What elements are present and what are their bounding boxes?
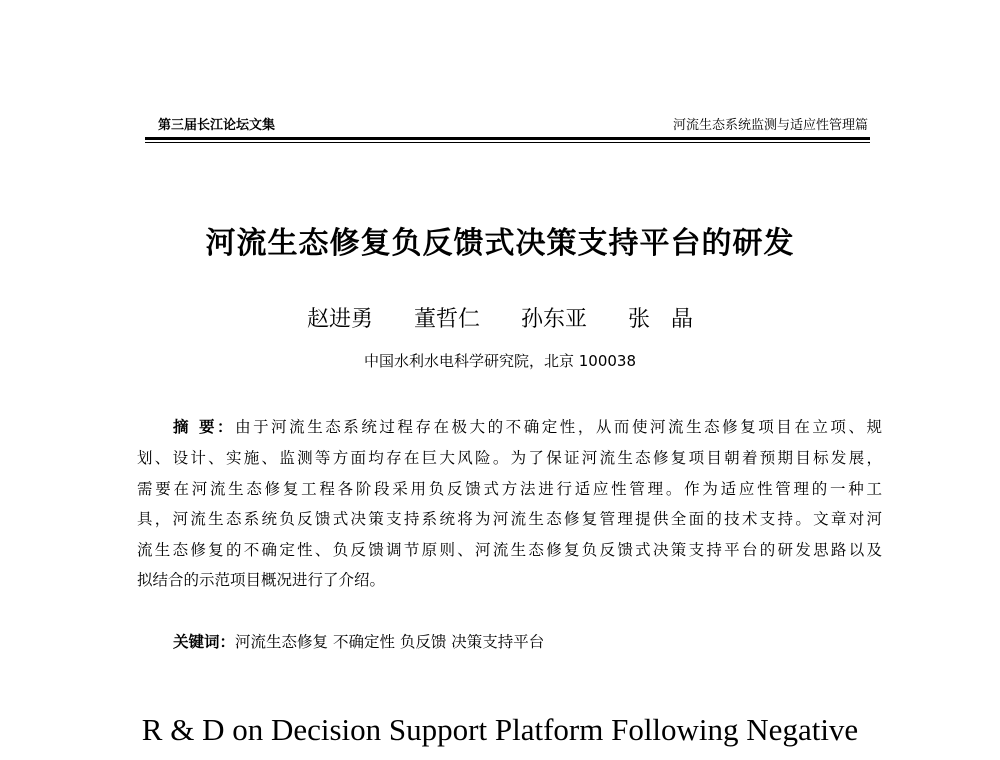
running-header-left: 第三届长江论坛文集: [158, 118, 276, 133]
abstract-line: 需要在河流生态修复工程各阶段采用负反馈式方法进行适应性管理。作为适应性管理的一种工: [137, 480, 882, 498]
running-header-right: 河流生态系统监测与适应性管理篇: [672, 118, 868, 133]
affiliation: 中国水利水电科学研究院，北京 100038: [363, 352, 637, 370]
keywords-label: 关键词：: [173, 633, 236, 651]
abstract-line: 拟结合的示范项目概况进行了介绍。: [137, 571, 386, 589]
abstract-line: 流生态修复的不确定性、负反馈调节原则、河流生态修复负反馈式决策支持平台的研发思路以及: [137, 541, 882, 559]
keywords: [173, 630, 544, 652]
keywords-text: 河流生态修复 不确定性 负反馈 决策支持平台: [235, 633, 545, 651]
paper-title: 河流生态修复负反馈式决策支持平台的研发: [205, 226, 795, 261]
abstract-line: 具，河流生态系统负反馈式决策支持系统将为河流生态修复管理提供全面的技术支持。文章对河: [137, 510, 882, 528]
abstract-line: 划、设计、实施、监测等方面均存在巨大风险。为了保证河流生态修复项目朝着预期目标发展，: [137, 449, 882, 467]
abstract-label: 摘 要：: [173, 418, 236, 436]
author: 赵进勇: [306, 307, 373, 332]
author-list: [0, 302, 1000, 333]
header-rule-thick: [145, 137, 870, 140]
author: 孙东亚: [521, 307, 588, 332]
author: 董哲仁: [413, 307, 480, 332]
abstract-line: 摘 要：由于河流生态系统过程存在极大的不确定性，从而使河流生态修复项目在立项、规: [173, 418, 882, 436]
author: 张 晶: [628, 307, 694, 332]
header-rule-thin: [145, 142, 870, 143]
english-title: R & D on Decision Support Platform Following Negative: [141, 712, 859, 747]
